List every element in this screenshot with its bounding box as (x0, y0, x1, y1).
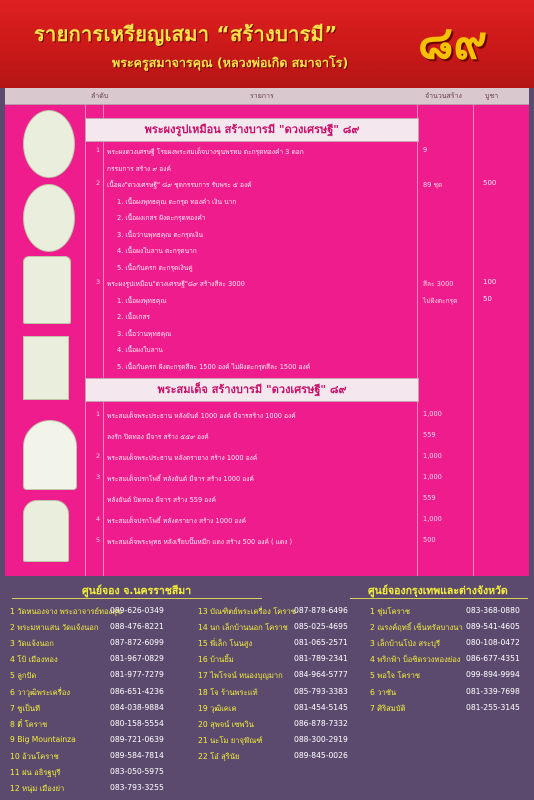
contact-left-b-name: 16 บ้านยิ้ม (198, 655, 234, 665)
row-qty: 1,000 (423, 515, 442, 523)
row-qty: 89 ชุด (423, 181, 443, 189)
row-text: กรรมการ สร้าง ๙ องค์ (107, 164, 171, 173)
contact-right-name: 3 เล็กบ้านโป่ง สระบุรี (370, 639, 441, 649)
row-qty: 559 (423, 494, 436, 502)
row-number: 4 (96, 515, 101, 523)
contact-left-a-phone: 080-158-5554 (110, 718, 164, 728)
amulet-image-2 (23, 184, 75, 252)
contact-left-a-phone: 083-793-3255 (110, 783, 164, 793)
row-number: 3 (96, 278, 101, 286)
contact-left-b-phone: 085-793-3383 (294, 686, 348, 696)
row-qty: 559 (423, 431, 436, 439)
amulet-image-6 (23, 500, 69, 562)
row-text: 1. เนื้อผงพุทธคุณ (117, 296, 167, 305)
row-text: 5. เนื้อกันครก ฝังตะกรุดสีละ 1500 องค์ ไม่ฝังตะกรุดสีละ 1500 องค์ (117, 362, 311, 371)
contact-left-a-name: 4 โป้ เมืองทอง (10, 655, 58, 665)
contact-left-b-name: 13 บัณฑิตย์พระเครื่อง โคราช (198, 607, 296, 616)
contact-left-a-phone: 081-967-0829 (110, 654, 164, 664)
contact-left-b-name: 15 พี่เล็ก โนนสูง (198, 639, 253, 649)
contact-left-b-phone: 081-065-2571 (294, 638, 348, 648)
contact-right-phone: 083-368-0880 (466, 606, 520, 615)
section-title-1: พระผงรูปเหมือน สร้างบารมี "ดวงเศรษฐี" ๘๙ (85, 118, 419, 142)
row-qty: 500 (423, 536, 436, 544)
contact-left-a-phone: 084-038-9884 (110, 702, 164, 712)
contact-left-b-phone: 085-025-4695 (294, 622, 348, 632)
contact-left-b-name: 18 โจ ร้านพระแท้ (198, 687, 258, 697)
row-number: 5 (96, 536, 101, 544)
row-price: 100 (483, 278, 497, 286)
contact-left-b-name: 21 นะโม ยาจุฬัณฑ์ (198, 735, 263, 745)
divider (85, 104, 86, 576)
contact-left-a-name: 2 พระมหาแสน วัดแจ้งนอก (10, 623, 99, 633)
contact-left-a-name: 6 วาวุฒิพระเครื่อง (10, 687, 71, 697)
row-text: พระผงดวงเศรษฐี โรยผงพระสมเด็จบางขุนพรหม ตะกรุดทองคำ 3 ดอก (107, 148, 304, 156)
contact-left-a-name: 11 ฝน อธิรฐบุรี (10, 768, 61, 777)
contact-left-b-phone: 086-878-7332 (294, 718, 348, 728)
contact-left-a-name: 9 Big Mountainza (10, 734, 76, 744)
row-text: พระสมเด็จปรกโพธิ์ หลังยันต์ มีจาร สร้าง 1000 องค์ (107, 475, 254, 483)
row-text: พระสมเด็จพระประธาน หลังยันต์ 1000 องค์ มีจารสร้าง 1000 องค์ (107, 412, 296, 420)
contact-left-a-phone: 087-872-6099 (110, 638, 164, 648)
row-text: 4. เนื้อผงใบลาน (117, 346, 163, 354)
row-qty: 9 (423, 146, 428, 154)
row-text: 5. เนื้อกันครก ตะกรุดเงินคู่ (117, 263, 193, 272)
contact-left-a-phone: 086-651-4236 (110, 686, 164, 696)
row-text: พระผงรูปเหมือน"ดวงเศรษฐี"๘๙ สร้างสีละ 3000 (107, 280, 245, 288)
contact-right-name: 6 วาซัน (370, 687, 397, 697)
row-text: 1. เนื้อผงพุทธคุณ ตะกรุด ทองคำ เงิน นาก (117, 197, 237, 206)
row-text: 3. เนื้อว่านพุทธคุณ (117, 329, 172, 338)
row-text: พระสมเด็จปรกโพธิ์ หลังตรายาง สร้าง 1000 องค์ (107, 517, 246, 525)
divider (103, 104, 104, 576)
row-text: 2. เนื้อเกสร (117, 313, 150, 321)
row-text: เนื้อผง"ดวงเศรษฐี" ๘๙ ชุดกรรมการ รับพระ ๕ องค์ (107, 181, 252, 189)
contact-right-name: 2 ณรงค์ฤทธิ์ เซ็นทรัลบางนา (370, 623, 463, 633)
row-text: หลังยันต์ ปิดทอง มีจาร สร้าง 559 องค์ (107, 496, 216, 504)
contact-left-a-name: 7 ชูเป็นที (10, 703, 41, 713)
row-text: 4. เนื้อผงใบลาน ตะกรุดนาก (117, 247, 197, 255)
contact-left-b-phone: 081-454-5145 (294, 702, 348, 712)
divider (473, 104, 474, 576)
contact-right-phone: 089-541-4605 (466, 622, 520, 632)
divider (417, 104, 418, 576)
contact-right-phone: 086-677-4351 (466, 654, 520, 664)
contact-left-a-phone: 089-626-0349 (110, 606, 164, 615)
col-header-qty: จำนวนสร้าง (425, 92, 462, 100)
contact-left-b-phone: 089-845-0026 (294, 750, 348, 760)
row-number: 1 (96, 146, 101, 154)
row-number: 2 (96, 452, 101, 460)
contact-left-a-name: 8 ตี๋ โคราช (10, 719, 48, 729)
row-qty: สีละ 3000 (423, 280, 454, 288)
contact-left-b-name: 14 นก เล็กบ้านนอก โคราช (198, 623, 288, 633)
contact-right-phone: 099-894-9994 (466, 670, 520, 680)
divider (350, 598, 528, 599)
contact-right-phone: 080-108-0472 (466, 638, 520, 648)
contact-right-name: 5 พอใจ โคราช (370, 671, 421, 681)
header-banner (0, 0, 534, 88)
contact-left-a-name: 1 วัดหนองจาง พระอาจารย์ทองสุข (10, 607, 123, 616)
contact-right-phone: 081-339-7698 (466, 686, 520, 696)
amulet-image-5 (23, 420, 77, 490)
contact-left-a-phone: 088-476-8221 (110, 622, 164, 632)
contact-left-a-name: 5 ลูกปัด (10, 671, 37, 681)
contact-left-b-phone: 088-300-2919 (294, 734, 348, 744)
contact-left-b-phone: 084-964-5777 (294, 670, 348, 680)
contact-left-b-name: 19 วุฒิเคเค (198, 703, 237, 713)
col-header-price: บูชา (485, 92, 499, 100)
contact-left-a-phone: 089-721-0639 (110, 734, 164, 744)
contact-right-name: 1 ชุ่มโคราช (370, 607, 411, 616)
edition-number: ๘๙ (418, 15, 488, 69)
row-qty: 1,000 (423, 410, 442, 418)
col-header-items: รายการ (250, 92, 274, 100)
contact-right-name: 4 พริกฟ้า บ็อซิดรวงทองย่อง (370, 655, 461, 665)
divider (12, 598, 262, 599)
right-center-title: ศูนย์จองกรุงเทพและต่างจังหวัด (368, 585, 508, 597)
row-text: พระสมเด็จพระพุทธ หลังเรียบปั๊มหมึก แดง สร้าง 500 องค์ ( แดง ) (107, 538, 293, 546)
contact-left-a-name: 12 หนุ่ม เมืองย่า (10, 784, 65, 794)
row-text: 3. เนื้อว่านพุทธคุณ ตะกรุดเงิน (117, 230, 203, 239)
row-qty: 1,000 (423, 452, 442, 460)
table-header (5, 88, 529, 105)
contact-left-b-phone: 087-878-6496 (294, 606, 348, 615)
row-qty: ไม่ฝังตะกรุด (423, 296, 458, 305)
row-text: 2. เนื้อผงเกสร ฝังตะกรุดทองคำ (117, 214, 206, 222)
amulet-image-1 (23, 110, 75, 178)
page-title: รายการเหรียญเสมา “สร้างบารมี” (34, 22, 338, 46)
row-text: พระสมเด็จพระประธาน หลังตรายาง สร้าง 1000 องค์ (107, 454, 258, 462)
catalog-table (5, 88, 529, 576)
col-header-no: ลำดับ (91, 92, 109, 100)
row-price: 500 (483, 179, 497, 187)
row-number: 3 (96, 473, 101, 481)
contact-left-a-phone: 083-050-5975 (110, 767, 164, 776)
contact-left-a-name: 3 วัดแจ้งนอก (10, 639, 54, 649)
row-number: 1 (96, 410, 101, 418)
contact-left-b-phone: 081-789-2341 (294, 654, 348, 664)
contact-right-name: 7 ศิริสมบัติ (370, 703, 406, 713)
contact-left-b-name: 20 สุพจน์ เซพวิน (198, 719, 254, 729)
contact-left-b-name: 17 ไพโรจน์ หนองบุญมาก (198, 671, 283, 681)
row-qty: 1,000 (423, 473, 442, 481)
amulet-image-3 (23, 256, 71, 324)
contact-left-b-name: 22 โอ๋ สุรินัย (198, 751, 240, 761)
row-number: 2 (96, 179, 101, 187)
amulet-image-4 (23, 336, 69, 400)
contact-left-a-phone: 081-977-7279 (110, 670, 164, 680)
contact-area (0, 576, 534, 800)
row-text: ลงรัก ปิดทอง มีจาร สร้าง ๕๕๙ องค์ (107, 433, 209, 441)
left-center-title: ศูนย์จอง จ.นครราชสีมา (82, 585, 192, 597)
page-subtitle: พระครูสมาจารคุณ (หลวงพ่อเกิด สมาจาโร) (112, 55, 349, 70)
row-price: 50 (483, 294, 492, 303)
contact-left-a-name: 10 อ้วนโคราช (10, 751, 59, 761)
contact-right-phone: 081-255-3145 (466, 702, 520, 712)
section-title-2: พระสมเด็จ สร้างบารมี "ดวงเศรษฐี" ๘๙ (85, 378, 419, 402)
contact-left-a-phone: 089-584-7814 (110, 750, 164, 760)
